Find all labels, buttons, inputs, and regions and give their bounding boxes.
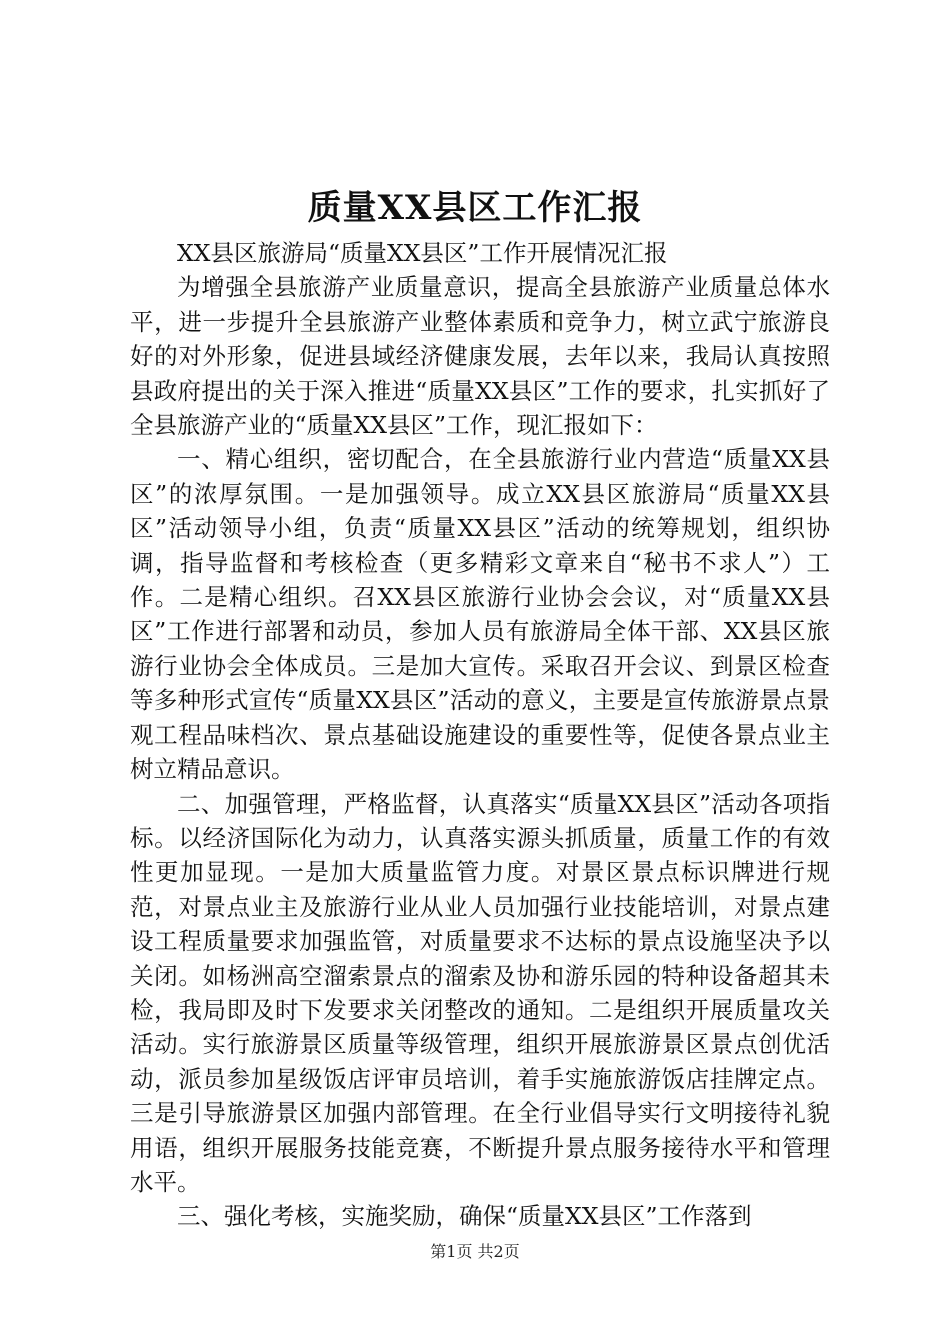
section-two-paragraph: 二、加强管理，严格监督，认真落实“质量XX县区”活动各项指标。以经济国际化为动力，认真落实源头抓质量，质量工作的有效性更加显现。一是加大质量监管力度。对景区景点标识牌进行规范，对景点业主及旅游行业从业人员加强行业技能培训，对景点建设工程质量要求加强监管，对质量要求不达标的景点设施坚决予以关闭。如杨洲高空溜索景点的溜索及协和游乐园的特种设备超其未检，我局即及时下发要求关闭整改的通知。二是组织开展质量攻关活动。实行旅游景区质量等级管理，组织开展旅游景区景点创优活动，派员参加星级饭店评审员培训，着手实施旅游饭店挂牌定点。三是引导旅游景区加强内部管理。在全行业倡导实行文明接待礼貌用语，组织开展服务技能竞赛，不断提升景点服务接待水平和管理水平。 [130,789,830,1196]
section-three-paragraph: 三、强化考核，实施奖励，确保“质量XX县区”工作落到 [177,1202,752,1231]
document-title: 质量XX县区工作汇报 [307,188,643,228]
section-one-paragraph: 一、精心组织，密切配合，在全县旅游行业内营造“质量XX县区”的浓厚氛围。一是加强领导。成立XX县区旅游局“质量XX县区”活动领导小组，负责“质量XX县区”活动的统筹规划，组织协调，指导监督和考核检查（更多精彩文章来自“秘书不求人”）工作。二是精心组织。召XX县区旅游行业协会会议，对“质量XX县区”工作进行部署和动员，参加人员有旅游局全体干部、XX县区旅游行业协会全体成员。三是加大宣传。采取召开会议、到景区检查等多种形式宣传“质量XX县区”活动的意义，主要是宣传旅游景点景观工程品味档次、景点基础设施建设的重要性等，促使各景点业主树立精品意识。 [130,445,830,784]
report-subtitle: XX县区旅游局“质量XX县区”工作开展情况汇报 [177,239,668,267]
intro-paragraph: 为增强全县旅游产业质量意识，提高全县旅游产业质量总体水平，进一步提升全县旅游产业整体素质和竞争力，树立武宁旅游良好的对外形象，促进县域经济健康发展，去年以来，我局认真按照县政府提出的关于深入推进“质量XX县区”工作的要求，扎实抓好了全县旅游产业的“质量XX县区”工作，现汇报如下： [130,273,830,440]
document-body [130,236,830,1234]
page-footer: 第1页 共2页 [430,1242,520,1261]
